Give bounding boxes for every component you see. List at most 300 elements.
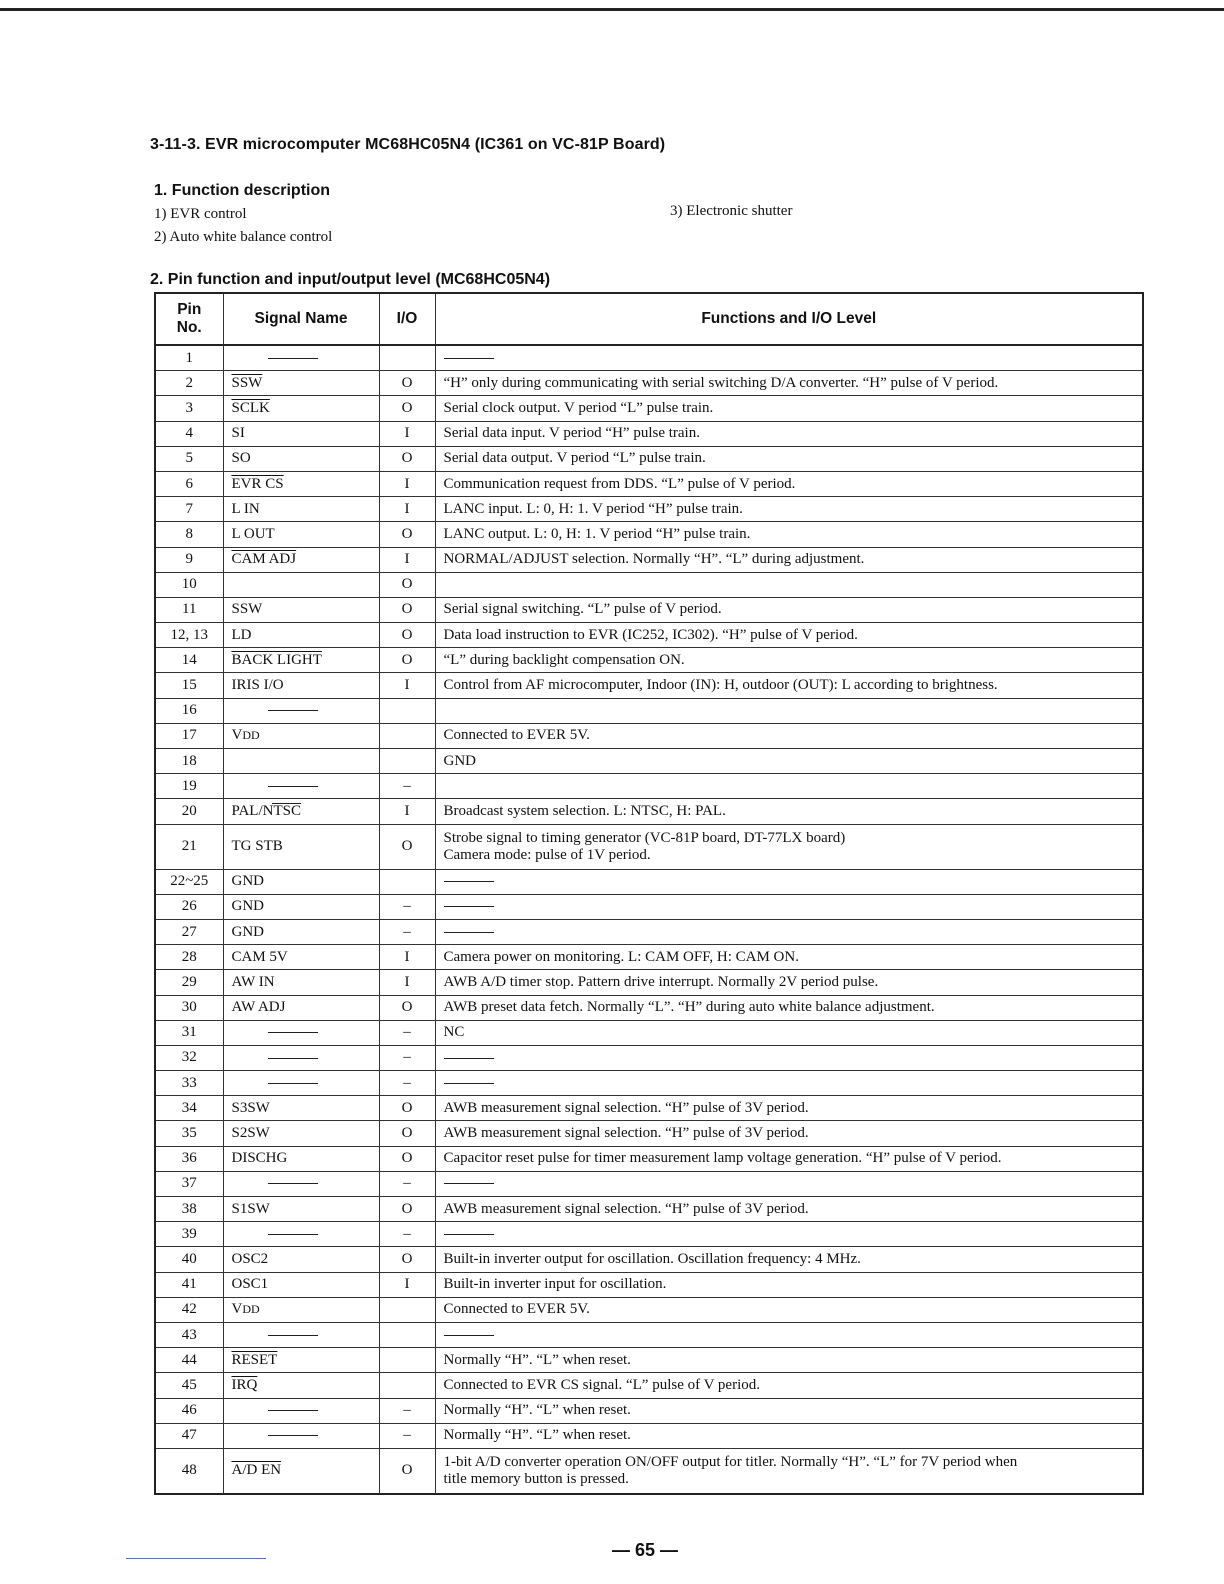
empty-dash xyxy=(444,932,494,933)
table-row xyxy=(155,1373,1143,1398)
function-item-1: 1) EVR control xyxy=(154,206,247,222)
signal-text: EVR CS xyxy=(231,475,284,492)
io-value: I xyxy=(379,799,435,824)
function-description xyxy=(435,894,1143,919)
io-value: O xyxy=(379,1146,435,1171)
function-line: Built-in inverter input for oscillation. xyxy=(443,1276,667,1293)
signal-name xyxy=(223,1096,379,1121)
io-value: I xyxy=(379,547,435,572)
function-description xyxy=(435,1146,1143,1171)
io-value xyxy=(379,1322,435,1347)
table-row xyxy=(155,1071,1143,1096)
pin-number: 27 xyxy=(155,919,223,944)
signal-name xyxy=(223,623,379,648)
io-value: O xyxy=(379,1247,435,1272)
io-value: – xyxy=(379,919,435,944)
pin-number: 31 xyxy=(155,1020,223,1045)
pin-number: 34 xyxy=(155,1096,223,1121)
signal-name xyxy=(223,1071,379,1096)
pin-number: 18 xyxy=(155,749,223,774)
table-row xyxy=(155,471,1143,496)
function-description xyxy=(435,597,1143,622)
io-value xyxy=(379,1373,435,1398)
table-row xyxy=(155,1247,1143,1272)
io-value: I xyxy=(379,421,435,446)
pin-number: 47 xyxy=(155,1423,223,1448)
function-description xyxy=(435,446,1143,471)
pin-number: 19 xyxy=(155,774,223,799)
table-row xyxy=(155,1197,1143,1222)
io-value: – xyxy=(379,1423,435,1448)
signal-name xyxy=(223,396,379,421)
signal-text: DISCHG xyxy=(231,1150,288,1167)
pin-number: 48 xyxy=(155,1448,223,1494)
function-description xyxy=(435,1121,1143,1146)
signal-text: V xyxy=(231,1301,243,1318)
pin-number: 12, 13 xyxy=(155,623,223,648)
function-line: Normally “H”. “L” when reset. xyxy=(443,1351,631,1368)
function-description xyxy=(435,1297,1143,1322)
io-value xyxy=(379,1348,435,1373)
signal-name xyxy=(223,1373,379,1398)
table-row xyxy=(155,648,1143,673)
signal-name xyxy=(223,919,379,944)
function-line: “H” only during communicating with serial switching D/A converter. “H” pulse of V period. xyxy=(443,374,999,391)
pin-number: 37 xyxy=(155,1171,223,1196)
section-title: 3-11-3. EVR microcomputer MC68HC05N4 (IC361 on VC-81P Board) xyxy=(150,136,666,153)
signal-name xyxy=(223,597,379,622)
signal-text: SSW xyxy=(231,601,263,618)
signal-name xyxy=(223,1423,379,1448)
table-row xyxy=(155,497,1143,522)
pin-number: 11 xyxy=(155,597,223,622)
function-line: “L” during backlight compensation ON. xyxy=(443,651,685,668)
pin-number: 20 xyxy=(155,799,223,824)
pin-number: 10 xyxy=(155,572,223,597)
io-value: O xyxy=(379,1448,435,1494)
table-row xyxy=(155,799,1143,824)
pin-number: 39 xyxy=(155,1222,223,1247)
function-line: Capacitor reset pulse for timer measurement lamp voltage generation. “H” pulse of V period. xyxy=(443,1150,1002,1167)
signal-text: GND xyxy=(231,923,264,940)
signal-name xyxy=(223,1247,379,1272)
function-line: Control from AF microcomputer, Indoor (IN): H, outdoor (OUT): L according to brightness. xyxy=(443,677,998,694)
function-description xyxy=(435,1448,1143,1494)
pin-number: 17 xyxy=(155,723,223,748)
pin-number: 43 xyxy=(155,1322,223,1347)
signal-name xyxy=(223,698,379,723)
io-value: I xyxy=(379,1272,435,1297)
function-line: NC xyxy=(443,1024,465,1041)
signal-text: GND xyxy=(231,898,264,915)
pin-number: 46 xyxy=(155,1398,223,1423)
table-row xyxy=(155,919,1143,944)
function-description xyxy=(435,1272,1143,1297)
pin-number: 38 xyxy=(155,1197,223,1222)
signal-name xyxy=(223,345,379,371)
function-description xyxy=(435,869,1143,894)
signal-name xyxy=(223,1121,379,1146)
pin-table-heading: 2. Pin function and input/output level (MC68HC05N4) xyxy=(150,271,551,288)
empty-dash xyxy=(268,710,318,711)
io-value xyxy=(379,1297,435,1322)
function-line: NORMAL/ADJUST selection. Normally “H”. “L” during adjustment. xyxy=(443,551,865,568)
table-row xyxy=(155,824,1143,869)
io-value: O xyxy=(379,824,435,869)
signal-name xyxy=(223,995,379,1020)
function-description xyxy=(435,799,1143,824)
empty-dash xyxy=(444,358,494,359)
col-header-signal: Signal Name xyxy=(223,293,379,345)
empty-dash xyxy=(268,1234,318,1235)
io-value: – xyxy=(379,1020,435,1045)
signal-text: RESET xyxy=(231,1351,278,1368)
empty-dash xyxy=(268,1435,318,1436)
function-description xyxy=(435,648,1143,673)
pin-number: 45 xyxy=(155,1373,223,1398)
function-line: Normally “H”. “L” when reset. xyxy=(443,1427,631,1444)
function-description xyxy=(435,1247,1143,1272)
top-rule xyxy=(0,8,1224,11)
pin-number: 16 xyxy=(155,698,223,723)
signal-text: AW ADJ xyxy=(231,999,286,1016)
pin-number: 33 xyxy=(155,1071,223,1096)
table-row xyxy=(155,698,1143,723)
table-row xyxy=(155,1146,1143,1171)
table-row xyxy=(155,547,1143,572)
signal-name xyxy=(223,1020,379,1045)
function-line: Strobe signal to timing generator (VC-81P board, DT-77LX board) xyxy=(443,829,846,846)
empty-dash xyxy=(268,786,318,787)
signal-text: S2SW xyxy=(231,1125,270,1142)
function-description xyxy=(435,919,1143,944)
io-value: O xyxy=(379,572,435,597)
signal-name xyxy=(223,1171,379,1196)
empty-dash xyxy=(444,881,494,882)
signal-text: OSC2 xyxy=(231,1250,269,1267)
col-header-io: I/O xyxy=(379,293,435,345)
signal-name xyxy=(223,673,379,698)
function-description xyxy=(435,1423,1143,1448)
pin-number: 3 xyxy=(155,396,223,421)
table-row xyxy=(155,970,1143,995)
signal-name xyxy=(223,471,379,496)
table-row xyxy=(155,894,1143,919)
signal-name xyxy=(223,1222,379,1247)
function-description xyxy=(435,749,1143,774)
signal-text: L OUT xyxy=(231,525,275,542)
signal-name xyxy=(223,1297,379,1322)
function-line: Serial signal switching. “L” pulse of V period. xyxy=(443,601,722,618)
empty-dash xyxy=(444,906,494,907)
pin-number: 6 xyxy=(155,471,223,496)
signal-text: SO xyxy=(231,450,251,467)
signal-text: CAM ADJ xyxy=(231,551,297,568)
signal-name xyxy=(223,970,379,995)
signal-name xyxy=(223,1398,379,1423)
function-description xyxy=(435,1398,1143,1423)
table-row xyxy=(155,723,1143,748)
function-line: Connected to EVR CS signal. “L” pulse of V period. xyxy=(443,1376,760,1393)
pin-number: 44 xyxy=(155,1348,223,1373)
io-value xyxy=(379,723,435,748)
io-value: O xyxy=(379,371,435,396)
pin-function-table xyxy=(154,292,1144,1495)
function-description xyxy=(435,1222,1143,1247)
table-row xyxy=(155,623,1143,648)
signal-name xyxy=(223,522,379,547)
table-row xyxy=(155,396,1143,421)
function-description xyxy=(435,1020,1143,1045)
function-line: Communication request from DDS. “L” pulse of V period. xyxy=(443,475,796,492)
function-line: LANC input. L: 0, H: 1. V period “H” pulse train. xyxy=(443,500,743,517)
pin-number: 35 xyxy=(155,1121,223,1146)
signal-text: OSC1 xyxy=(231,1276,269,1293)
function-description xyxy=(435,522,1143,547)
pin-number: 15 xyxy=(155,673,223,698)
io-value: – xyxy=(379,1071,435,1096)
signal-name xyxy=(223,774,379,799)
empty-dash xyxy=(444,1058,494,1059)
function-item-3: 3) Electronic shutter xyxy=(670,203,793,219)
empty-dash xyxy=(268,358,318,359)
io-value: I xyxy=(379,673,435,698)
empty-dash xyxy=(268,1083,318,1084)
function-line: Connected to EVER 5V. xyxy=(443,727,590,744)
signal-name xyxy=(223,1448,379,1494)
pin-number: 41 xyxy=(155,1272,223,1297)
signal-name xyxy=(223,1322,379,1347)
io-value: I xyxy=(379,497,435,522)
pin-number: 7 xyxy=(155,497,223,522)
function-line: GND xyxy=(443,752,476,769)
io-value: I xyxy=(379,970,435,995)
io-value xyxy=(379,698,435,723)
pin-number: 2 xyxy=(155,371,223,396)
pin-number: 14 xyxy=(155,648,223,673)
page-number: — 65 — xyxy=(612,1540,679,1560)
function-line: Normally “H”. “L” when reset. xyxy=(443,1402,631,1419)
signal-text: BACK LIGHT xyxy=(231,651,322,668)
table-row xyxy=(155,945,1143,970)
signal-text: V xyxy=(231,727,243,744)
function-description xyxy=(435,471,1143,496)
function-description xyxy=(435,623,1143,648)
pin-number: 28 xyxy=(155,945,223,970)
function-description xyxy=(435,1197,1143,1222)
table-row xyxy=(155,1297,1143,1322)
signal-text: S3SW xyxy=(231,1099,270,1116)
io-value: O xyxy=(379,396,435,421)
io-value: O xyxy=(379,1096,435,1121)
io-value: O xyxy=(379,522,435,547)
table-row xyxy=(155,371,1143,396)
empty-dash xyxy=(268,1335,318,1336)
table-row xyxy=(155,1398,1143,1423)
function-description xyxy=(435,723,1143,748)
function-description xyxy=(435,421,1143,446)
signal-text: S1SW xyxy=(231,1200,270,1217)
signal-name xyxy=(223,572,379,597)
signal-text: $\overline{SSW}$ xyxy=(231,374,263,391)
function-item-2: 2) Auto white balance control xyxy=(154,229,333,245)
table-row xyxy=(155,597,1143,622)
signal-name xyxy=(223,894,379,919)
io-value: – xyxy=(379,1171,435,1196)
function-description xyxy=(435,497,1143,522)
function-line: AWB measurement signal selection. “H” pulse of 3V period. xyxy=(443,1099,809,1116)
pin-number: 1 xyxy=(155,345,223,371)
function-description xyxy=(435,945,1143,970)
function-description xyxy=(435,673,1143,698)
empty-dash xyxy=(268,1032,318,1033)
io-value xyxy=(379,345,435,371)
function-line: Data load instruction to EVR (IC252, IC302). “H” pulse of V period. xyxy=(443,626,858,643)
signal-text: LD xyxy=(231,626,252,643)
col-header-functions: Functions and I/O Level xyxy=(435,293,1143,345)
function-line-2: title memory button is pressed. xyxy=(443,1470,629,1487)
signal-text: SI xyxy=(231,425,245,442)
pin-number: 9 xyxy=(155,547,223,572)
table-row xyxy=(155,1171,1143,1196)
io-value: O xyxy=(379,1197,435,1222)
io-value: – xyxy=(379,894,435,919)
function-description xyxy=(435,396,1143,421)
pin-number: 29 xyxy=(155,970,223,995)
io-value xyxy=(379,749,435,774)
signal-text: TG STB xyxy=(231,838,283,855)
function-description xyxy=(435,824,1143,869)
function-description xyxy=(435,547,1143,572)
io-value: O xyxy=(379,623,435,648)
table-row xyxy=(155,1045,1143,1070)
signal-text: L IN xyxy=(231,500,260,517)
empty-dash xyxy=(444,1083,494,1084)
function-line-2: Camera mode: pulse of 1V period. xyxy=(443,846,651,863)
table-row xyxy=(155,1096,1143,1121)
signal-name xyxy=(223,648,379,673)
table-row xyxy=(155,1322,1143,1347)
col-header-pin: Pin No. xyxy=(155,293,223,345)
table-row xyxy=(155,1448,1143,1494)
function-description xyxy=(435,572,1143,597)
io-value: O xyxy=(379,597,435,622)
table-row xyxy=(155,869,1143,894)
signal-text: PAL/NTSC xyxy=(231,802,301,819)
table-row xyxy=(155,1423,1143,1448)
empty-dash xyxy=(268,1058,318,1059)
table-row xyxy=(155,345,1143,371)
table-row xyxy=(155,446,1143,471)
io-value: O xyxy=(379,648,435,673)
signal-name xyxy=(223,1146,379,1171)
signal-text: $\overline{IRQ}$ xyxy=(231,1376,258,1393)
table-header-row xyxy=(155,293,1143,345)
function-description xyxy=(435,995,1143,1020)
empty-dash xyxy=(268,1183,318,1184)
pin-number: 5 xyxy=(155,446,223,471)
signal-name xyxy=(223,371,379,396)
function-description xyxy=(435,1045,1143,1070)
io-value: I xyxy=(379,471,435,496)
function-line: Serial data input. V period “H” pulse train. xyxy=(443,425,700,442)
signal-name xyxy=(223,824,379,869)
signal-name xyxy=(223,421,379,446)
link-underline xyxy=(126,1558,266,1559)
function-description xyxy=(435,1373,1143,1398)
io-value: I xyxy=(379,945,435,970)
pin-number: 36 xyxy=(155,1146,223,1171)
empty-dash xyxy=(444,1183,494,1184)
function-description xyxy=(435,970,1143,995)
signal-name xyxy=(223,1045,379,1070)
io-value: O xyxy=(379,1121,435,1146)
function-line: AWB measurement signal selection. “H” pulse of 3V period. xyxy=(443,1125,809,1142)
function-description xyxy=(435,698,1143,723)
pin-number: 21 xyxy=(155,824,223,869)
io-value: – xyxy=(379,1222,435,1247)
function-description xyxy=(435,1322,1143,1347)
io-value: – xyxy=(379,774,435,799)
table-row xyxy=(155,1272,1143,1297)
function-description xyxy=(435,345,1143,371)
signal-name xyxy=(223,1272,379,1297)
table-row xyxy=(155,749,1143,774)
io-value: O xyxy=(379,995,435,1020)
pin-number: 30 xyxy=(155,995,223,1020)
function-description xyxy=(435,1348,1143,1373)
signal-name xyxy=(223,547,379,572)
function-line: AWB A/D timer stop. Pattern drive interrupt. Normally 2V period pulse. xyxy=(443,973,879,990)
function-line: Serial clock output. V period “L” pulse train. xyxy=(443,399,714,416)
function-description xyxy=(435,1171,1143,1196)
function-description xyxy=(435,1071,1143,1096)
signal-text: IRIS I/O xyxy=(231,677,284,694)
function-line: Connected to EVER 5V. xyxy=(443,1301,590,1318)
function-line: Broadcast system selection. L: NTSC, H: PAL. xyxy=(443,802,726,819)
table-row xyxy=(155,1121,1143,1146)
signal-name xyxy=(223,749,379,774)
empty-dash xyxy=(268,1410,318,1411)
function-line: AWB measurement signal selection. “H” pulse of 3V period. xyxy=(443,1200,809,1217)
signal-subscript: DD xyxy=(242,728,260,743)
io-value: O xyxy=(379,446,435,471)
table-row xyxy=(155,673,1143,698)
table-row xyxy=(155,1222,1143,1247)
table-row xyxy=(155,572,1143,597)
function-line: 1-bit A/D converter operation ON/OFF output for titler. Normally “H”. “L” for 7V period when xyxy=(443,1453,1018,1470)
io-value: – xyxy=(379,1045,435,1070)
signal-text: CAM 5V xyxy=(231,948,288,965)
table-row xyxy=(155,995,1143,1020)
pin-number: 26 xyxy=(155,894,223,919)
signal-name xyxy=(223,1197,379,1222)
pin-number: 4 xyxy=(155,421,223,446)
signal-name xyxy=(223,497,379,522)
io-value xyxy=(379,869,435,894)
table-row xyxy=(155,774,1143,799)
signal-text: SCLK xyxy=(231,399,270,416)
table-row xyxy=(155,1348,1143,1373)
table-row xyxy=(155,522,1143,547)
io-value: – xyxy=(379,1398,435,1423)
pin-number: 8 xyxy=(155,522,223,547)
signal-name xyxy=(223,723,379,748)
function-description xyxy=(435,1096,1143,1121)
pin-number: 32 xyxy=(155,1045,223,1070)
signal-text: GND xyxy=(231,873,264,890)
signal-name xyxy=(223,1348,379,1373)
